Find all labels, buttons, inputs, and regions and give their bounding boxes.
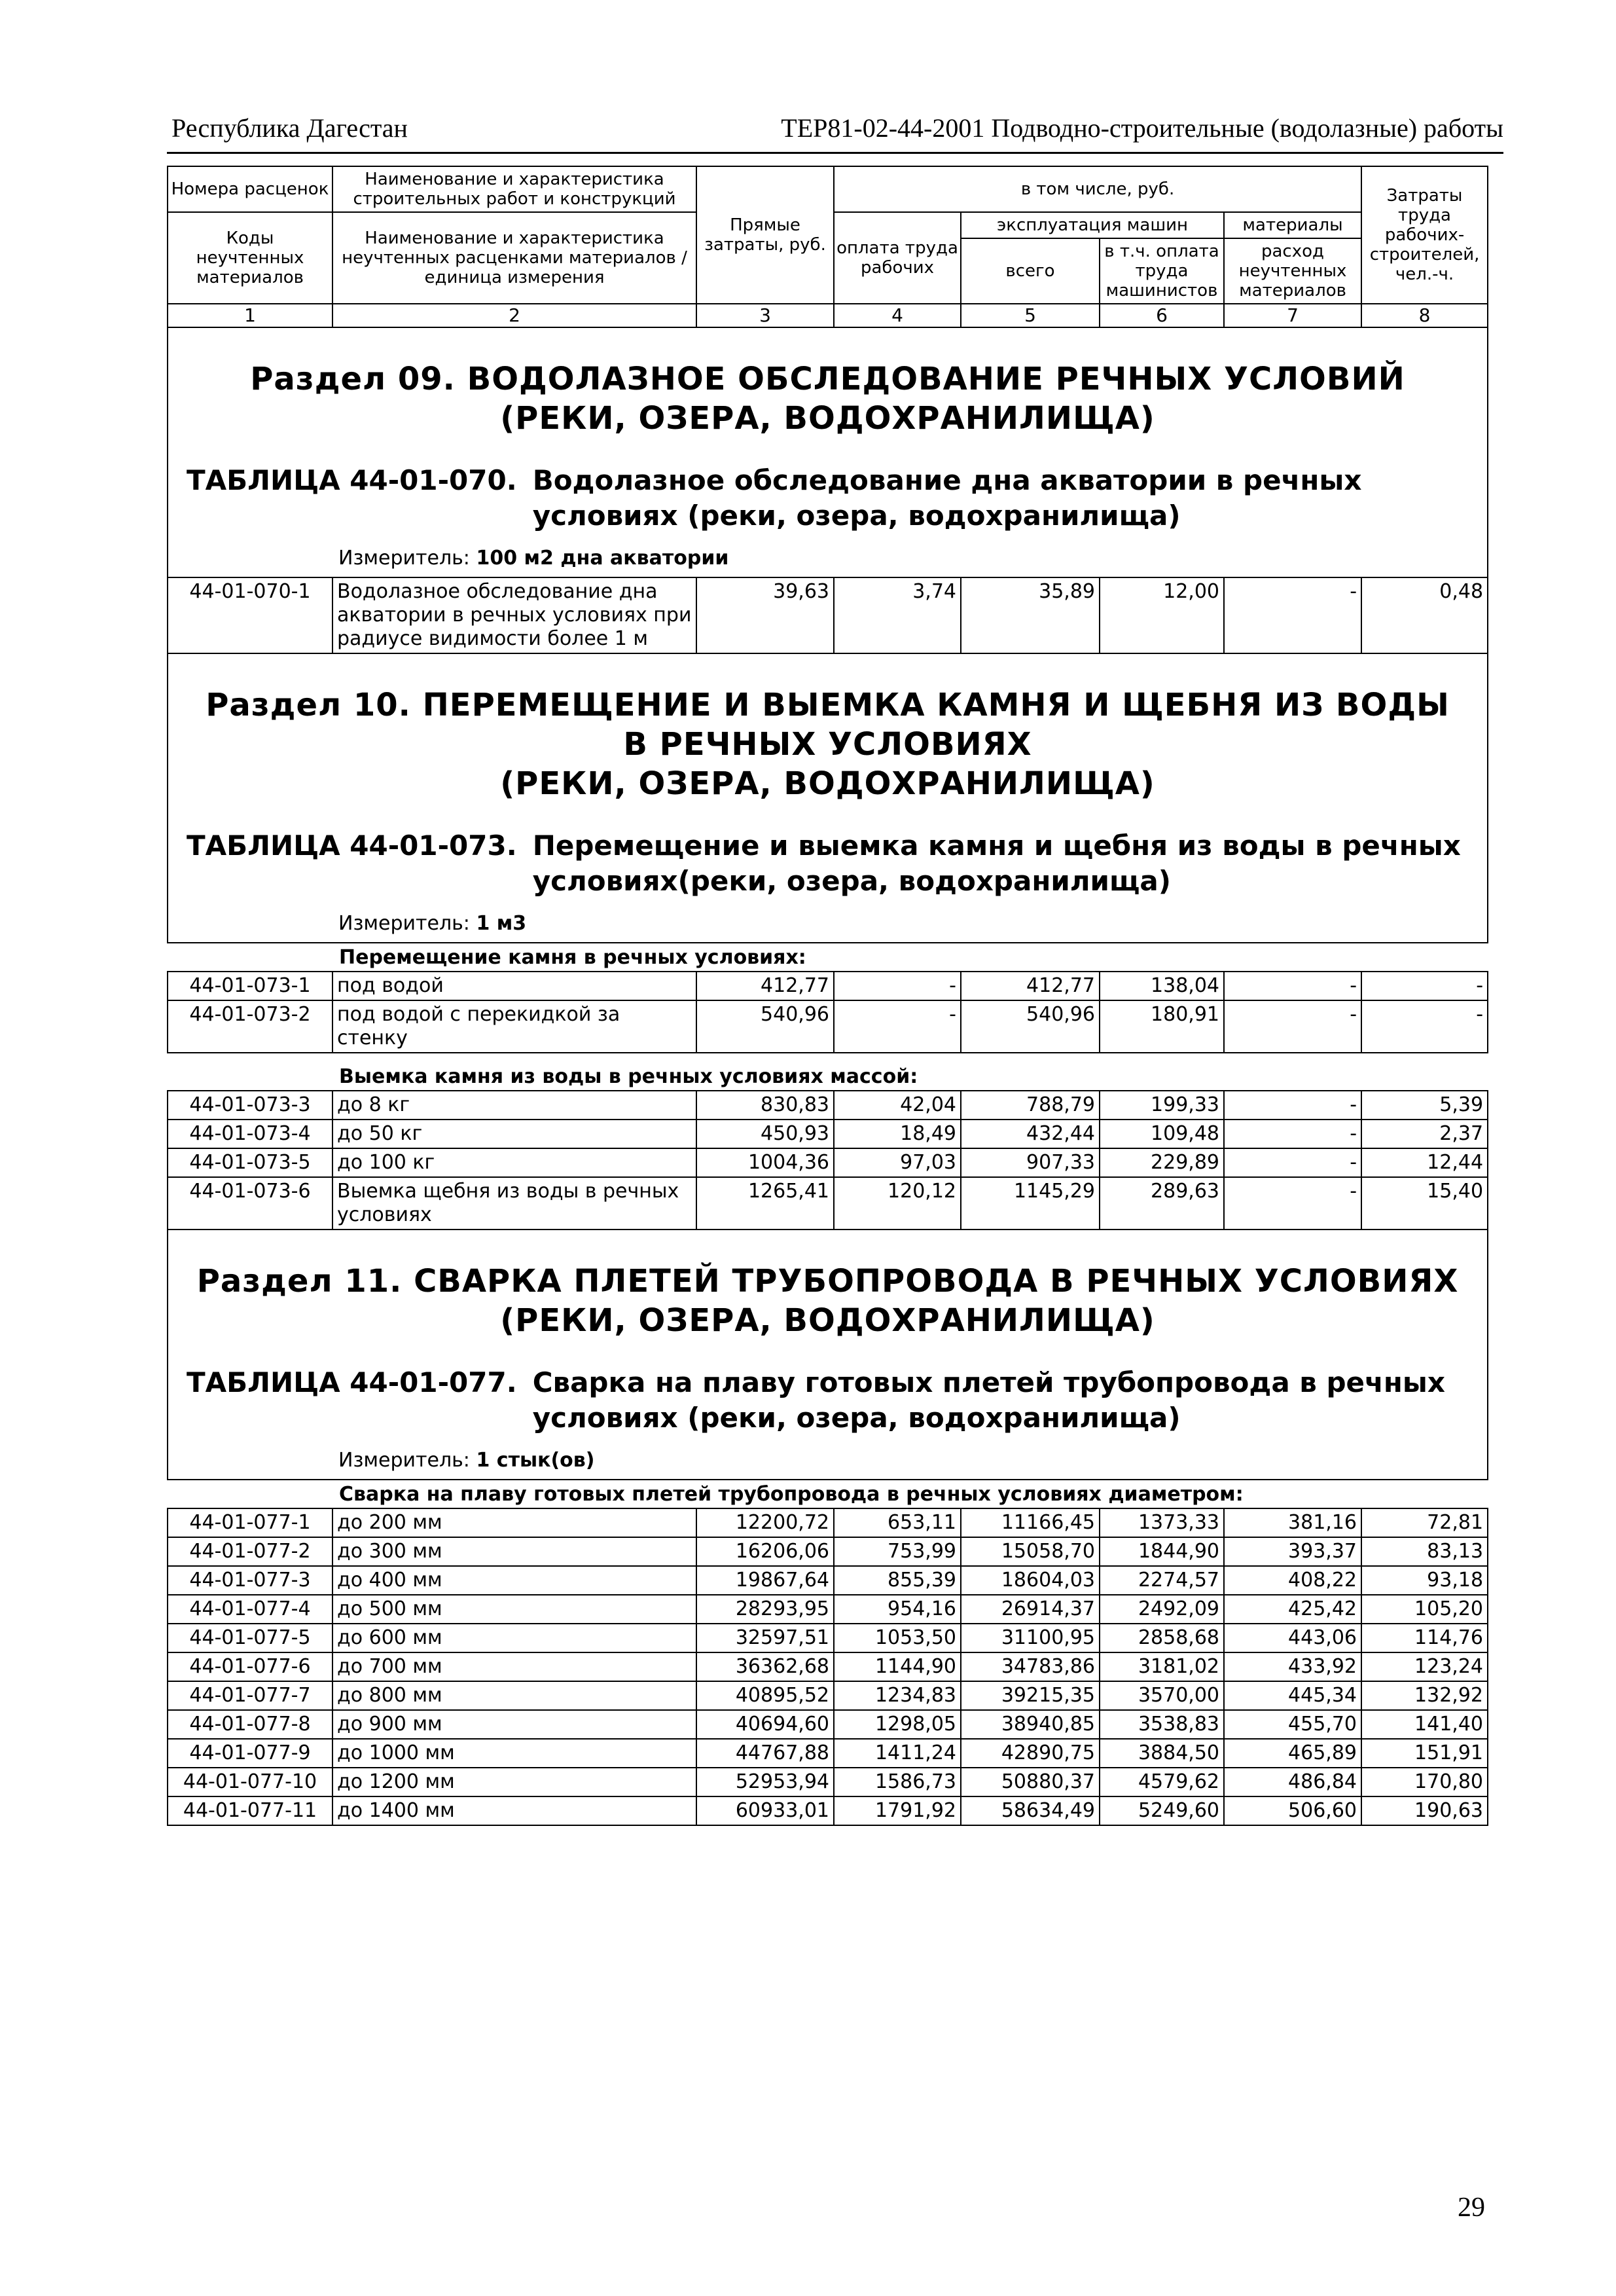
- incl-header: в том числе, руб.: [834, 166, 1361, 212]
- col1-header-bottom: Коды неучтенных материалов: [168, 212, 332, 304]
- col3-header: Прямые затраты, руб.: [696, 166, 834, 304]
- rate-code: 44-01-073-1: [168, 972, 332, 1000]
- materials: 486,84: [1224, 1768, 1361, 1796]
- rate-name: до 200 мм: [332, 1508, 696, 1537]
- meter-label: Измеритель:: [338, 912, 470, 935]
- section-title: [168, 654, 1487, 803]
- labor-hours: 170,80: [1361, 1768, 1488, 1796]
- direct-costs: 28293,95: [696, 1595, 834, 1624]
- machinists-pay: 3884,50: [1100, 1739, 1224, 1768]
- rate-name: до 8 кг: [332, 1091, 696, 1120]
- direct-costs: 1265,41: [696, 1177, 834, 1230]
- materials: -: [1224, 972, 1361, 1000]
- labor-hours: 15,40: [1361, 1177, 1488, 1230]
- machinists-pay: 2858,68: [1100, 1624, 1224, 1652]
- table-row: [168, 1768, 1488, 1796]
- meter-label: Измеритель:: [338, 1449, 470, 1472]
- materials: -: [1224, 1120, 1361, 1148]
- machinists-pay: 199,33: [1100, 1091, 1224, 1120]
- materials: 433,92: [1224, 1652, 1361, 1681]
- section-title-line: Раздел 11. СВАРКА ПЛЕТЕЙ ТРУБОПРОВОДА В РЕЧНЫХ УСЛОВИЯХ: [196, 1263, 1459, 1300]
- labor-hours: 93,18: [1361, 1566, 1488, 1595]
- labor-hours: 132,92: [1361, 1681, 1488, 1710]
- labor-hours: 0,48: [1361, 577, 1488, 653]
- table-row: [168, 1739, 1488, 1768]
- labor-pay: 97,03: [834, 1148, 961, 1177]
- labor-pay: 3,74: [834, 577, 961, 653]
- price-table-sheet: [167, 166, 1487, 1826]
- labor-pay: 954,16: [834, 1595, 961, 1624]
- machines-total: 34783,86: [961, 1652, 1100, 1681]
- labor-hours: 114,76: [1361, 1624, 1488, 1652]
- direct-costs: 540,96: [696, 1000, 834, 1053]
- labor-pay: 18,49: [834, 1120, 961, 1148]
- meter-value: 1 стык(ов): [476, 1449, 595, 1472]
- direct-costs: 32597,51: [696, 1624, 834, 1652]
- table-number: ТАБЛИЦА 44-01-077.: [187, 1366, 517, 1398]
- rate-name: под водой: [332, 972, 696, 1000]
- table-row: [168, 577, 1488, 653]
- rate-name: до 700 мм: [332, 1652, 696, 1681]
- rate-code: 44-01-073-5: [168, 1148, 332, 1177]
- labor-pay: 1586,73: [834, 1768, 961, 1796]
- direct-costs: 36362,68: [696, 1652, 834, 1681]
- labor-hours: 72,81: [1361, 1508, 1488, 1537]
- labor-hours: 123,24: [1361, 1652, 1488, 1681]
- unit-of-measure: [168, 899, 1487, 942]
- machines-total: 540,96: [961, 1000, 1100, 1053]
- rate-name: до 1400 мм: [332, 1796, 696, 1825]
- column-number: 1: [168, 304, 332, 327]
- rate-name: под водой с перекидкой за стенку: [332, 1000, 696, 1053]
- direct-costs: 450,93: [696, 1120, 834, 1148]
- machines-total: 432,44: [961, 1120, 1100, 1148]
- rate-code: 44-01-077-6: [168, 1652, 332, 1681]
- materials: -: [1224, 1177, 1361, 1230]
- table-number: ТАБЛИЦА 44-01-073.: [187, 829, 517, 862]
- direct-costs: 830,83: [696, 1091, 834, 1120]
- materials: 425,42: [1224, 1595, 1361, 1624]
- machinists-pay: 138,04: [1100, 972, 1224, 1000]
- direct-costs: 60933,01: [696, 1796, 834, 1825]
- labor-pay: 1411,24: [834, 1739, 961, 1768]
- header-region: Республика Дагестан: [171, 113, 408, 143]
- materials-header: материалы: [1224, 212, 1361, 238]
- unit-of-measure: [168, 1436, 1487, 1479]
- table-row: [168, 1120, 1488, 1148]
- materials: -: [1224, 1000, 1361, 1053]
- labor-hours: 5,39: [1361, 1091, 1488, 1120]
- labor-hours: 12,44: [1361, 1148, 1488, 1177]
- materials: -: [1224, 577, 1361, 653]
- machinists-pay: 3538,83: [1100, 1710, 1224, 1739]
- table-name: Перемещение и выемка камня и щебня из воды в речных условиях(реки, озера, водохранилища): [532, 829, 1461, 897]
- rate-name: до 500 мм: [332, 1595, 696, 1624]
- direct-costs: 1004,36: [696, 1148, 834, 1177]
- labor-pay: 753,99: [834, 1537, 961, 1566]
- machines-total: 31100,95: [961, 1624, 1100, 1652]
- rate-name: до 1200 мм: [332, 1768, 696, 1796]
- labor-pay: -: [834, 972, 961, 1000]
- table-header: [168, 166, 1488, 327]
- direct-costs: 39,63: [696, 577, 834, 653]
- table-row: [168, 1595, 1488, 1624]
- machinists-pay: 3570,00: [1100, 1681, 1224, 1710]
- materials: 443,06: [1224, 1624, 1361, 1652]
- rate-name: до 1000 мм: [332, 1739, 696, 1768]
- rate-code: 44-01-077-1: [168, 1508, 332, 1537]
- table-row: [168, 972, 1488, 1000]
- table-name: Сварка на плаву готовых плетей трубопровода в речных условиях (реки, озера, водохранилища): [532, 1366, 1445, 1434]
- rate-name: до 50 кг: [332, 1120, 696, 1148]
- rate-code: 44-01-077-11: [168, 1796, 332, 1825]
- section-title-line: (РЕКИ, ОЗЕРА, ВОДОХРАНИЛИЩА): [500, 1302, 1155, 1339]
- machinists-pay: 229,89: [1100, 1148, 1224, 1177]
- row-group-heading: Перемещение камня в речных условиях:: [168, 943, 1488, 972]
- machines-total: 39215,35: [961, 1681, 1100, 1710]
- table-name: Водолазное обследование дна акватории в речных условиях (реки, озера, водохранилища): [532, 464, 1362, 532]
- machinists-pay: 12,00: [1100, 577, 1224, 653]
- column-number: 6: [1100, 304, 1224, 327]
- column-number: 5: [961, 304, 1100, 327]
- machinists-pay: 180,91: [1100, 1000, 1224, 1053]
- table-row: [168, 1091, 1488, 1120]
- machinists-pay: 289,63: [1100, 1177, 1224, 1230]
- col6-header: в т.ч. оплата труда машинистов: [1100, 238, 1224, 304]
- labor-pay: 42,04: [834, 1091, 961, 1120]
- rate-name: до 600 мм: [332, 1624, 696, 1652]
- table-row: [168, 1652, 1488, 1681]
- materials: 445,34: [1224, 1681, 1361, 1710]
- section-title-line: Раздел 10. ПЕРЕМЕЩЕНИЕ И ВЫЕМКА КАМНЯ И ЩЕБНЯ ИЗ ВОДЫ: [206, 687, 1450, 723]
- column-number: 3: [696, 304, 834, 327]
- machines-total: 412,77: [961, 972, 1100, 1000]
- rate-code: 44-01-077-2: [168, 1537, 332, 1566]
- rate-name: Выемка щебня из воды в речных условиях: [332, 1177, 696, 1230]
- machinists-pay: 4579,62: [1100, 1768, 1224, 1796]
- labor-hours: 2,37: [1361, 1120, 1488, 1148]
- column-number: 7: [1224, 304, 1361, 327]
- section-title-line: (РЕКИ, ОЗЕРА, ВОДОХРАНИЛИЩА): [500, 400, 1155, 437]
- rate-code: 44-01-077-7: [168, 1681, 332, 1710]
- table-row: [168, 1000, 1488, 1053]
- labor-pay: 1234,83: [834, 1681, 961, 1710]
- meter-label: Измеритель:: [338, 547, 470, 570]
- labor-pay: 653,11: [834, 1508, 961, 1537]
- machinists-pay: 5249,60: [1100, 1796, 1224, 1825]
- labor-pay: 120,12: [834, 1177, 961, 1230]
- machinists-pay: 109,48: [1100, 1120, 1224, 1148]
- rate-code: 44-01-077-9: [168, 1739, 332, 1768]
- labor-hours: 105,20: [1361, 1595, 1488, 1624]
- materials: 465,89: [1224, 1739, 1361, 1768]
- direct-costs: 412,77: [696, 972, 834, 1000]
- rate-code: 44-01-070-1: [168, 577, 332, 653]
- column-number: 2: [332, 304, 696, 327]
- section-title-line: В РЕЧНЫХ УСЛОВИЯХ: [623, 726, 1032, 763]
- materials: 408,22: [1224, 1566, 1361, 1595]
- table-title: [168, 438, 1487, 534]
- direct-costs: 52953,94: [696, 1768, 834, 1796]
- row-group-heading: Выемка камня из воды в речных условиях массой:: [168, 1053, 1488, 1091]
- section-10: [168, 653, 1488, 1230]
- rate-name: до 900 мм: [332, 1710, 696, 1739]
- machines-total: 907,33: [961, 1148, 1100, 1177]
- page-number: 29: [1458, 2193, 1485, 2223]
- rate-code: 44-01-073-3: [168, 1091, 332, 1120]
- direct-costs: 12200,72: [696, 1508, 834, 1537]
- col4-header: оплата труда рабочих: [834, 212, 961, 304]
- labor-hours: 151,91: [1361, 1739, 1488, 1768]
- labor-hours: 190,63: [1361, 1796, 1488, 1825]
- rate-code: 44-01-077-10: [168, 1768, 332, 1796]
- machines-total: 18604,03: [961, 1566, 1100, 1595]
- materials: -: [1224, 1091, 1361, 1120]
- machinists-pay: 3181,02: [1100, 1652, 1224, 1681]
- machinists-pay: 1844,90: [1100, 1537, 1224, 1566]
- table-row: [168, 1177, 1488, 1230]
- rate-name: до 800 мм: [332, 1681, 696, 1710]
- price-table: [167, 166, 1488, 1826]
- materials: 455,70: [1224, 1710, 1361, 1739]
- table-row: [168, 1566, 1488, 1595]
- section-title: [168, 328, 1487, 438]
- section-title-line: (РЕКИ, ОЗЕРА, ВОДОХРАНИЛИЩА): [500, 765, 1155, 802]
- table-row: [168, 1796, 1488, 1825]
- rate-code: 44-01-077-8: [168, 1710, 332, 1739]
- direct-costs: 40895,52: [696, 1681, 834, 1710]
- machines-total: 788,79: [961, 1091, 1100, 1120]
- table-title: [168, 803, 1487, 899]
- materials: 381,16: [1224, 1508, 1361, 1537]
- machinists-pay: 1373,33: [1100, 1508, 1224, 1537]
- machinists-pay: 2274,57: [1100, 1566, 1224, 1595]
- machines-total: 1145,29: [961, 1177, 1100, 1230]
- table-row: [168, 1681, 1488, 1710]
- rate-code: 44-01-077-3: [168, 1566, 332, 1595]
- col2-header-top: Наименование и характеристика строительных работ и конструкций: [332, 166, 696, 212]
- machines-total: 15058,70: [961, 1537, 1100, 1566]
- rate-code: 44-01-073-2: [168, 1000, 332, 1053]
- table-row: [168, 1537, 1488, 1566]
- rate-code: 44-01-073-4: [168, 1120, 332, 1148]
- col7-header: расход неучтенных материалов: [1224, 238, 1361, 304]
- unit-of-measure: [168, 534, 1487, 577]
- labor-pay: 1053,50: [834, 1624, 961, 1652]
- rate-name: до 400 мм: [332, 1566, 696, 1595]
- meter-value: 1 м3: [476, 912, 527, 935]
- materials: 393,37: [1224, 1537, 1361, 1566]
- column-number: 8: [1361, 304, 1488, 327]
- rate-code: 44-01-077-4: [168, 1595, 332, 1624]
- direct-costs: 19867,64: [696, 1566, 834, 1595]
- labor-hours: -: [1361, 972, 1488, 1000]
- table-row: [168, 1508, 1488, 1537]
- table-title: [168, 1340, 1487, 1436]
- section-title: [168, 1230, 1487, 1340]
- machinists-pay: 2492,09: [1100, 1595, 1224, 1624]
- section-11: [168, 1230, 1488, 1508]
- column-number: 4: [834, 304, 961, 327]
- col2-header-bottom: Наименование и характеристика неучтенных расценками материалов / единица измерения: [332, 212, 696, 304]
- labor-pay: 1791,92: [834, 1796, 961, 1825]
- table-044-01-077-rows: [168, 1508, 1488, 1825]
- column-numbers-row: [168, 304, 1488, 327]
- table-number: ТАБЛИЦА 44-01-070.: [187, 464, 517, 496]
- machines-total: 26914,37: [961, 1595, 1100, 1624]
- machines-total: 38940,85: [961, 1710, 1100, 1739]
- section-09: [168, 327, 1488, 653]
- table-row: [168, 1624, 1488, 1652]
- direct-costs: 16206,06: [696, 1537, 834, 1566]
- rate-code: 44-01-077-5: [168, 1624, 332, 1652]
- labor-hours: 83,13: [1361, 1537, 1488, 1566]
- header-rule: [167, 152, 1503, 154]
- section-title-line: Раздел 09. ВОДОЛАЗНОЕ ОБСЛЕДОВАНИЕ РЕЧНЫХ УСЛОВИЙ: [250, 361, 1405, 397]
- table-row: [168, 1710, 1488, 1739]
- machines-total: 58634,49: [961, 1796, 1100, 1825]
- rate-name: до 100 кг: [332, 1148, 696, 1177]
- row-group-heading: Сварка на плаву готовых плетей трубопровода в речных условиях диаметром:: [168, 1480, 1488, 1508]
- col1-header-top: Номера расценок: [168, 166, 332, 212]
- meter-value: 100 м2 дна акватории: [476, 547, 729, 570]
- direct-costs: 44767,88: [696, 1739, 834, 1768]
- labor-hours: -: [1361, 1000, 1488, 1053]
- header-document-title: ТЕР81-02-44-2001 Подводно-строительные (водолазные) работы: [781, 113, 1503, 143]
- machines-total: 42890,75: [961, 1739, 1100, 1768]
- materials: -: [1224, 1148, 1361, 1177]
- machines-total: 50880,37: [961, 1768, 1100, 1796]
- labor-pay: 855,39: [834, 1566, 961, 1595]
- labor-pay: 1298,05: [834, 1710, 961, 1739]
- labor-hours: 141,40: [1361, 1710, 1488, 1739]
- col8-header: Затраты труда рабочих-строителей, чел.-ч.: [1361, 166, 1488, 304]
- materials: 506,60: [1224, 1796, 1361, 1825]
- rate-name: Водолазное обследование дна акватории в речных условиях при радиусе видимости более 1 м: [332, 577, 696, 653]
- labor-pay: -: [834, 1000, 961, 1053]
- labor-pay: 1144,90: [834, 1652, 961, 1681]
- direct-costs: 40694,60: [696, 1710, 834, 1739]
- col5-header: всего: [961, 238, 1100, 304]
- machines-total: 11166,45: [961, 1508, 1100, 1537]
- rate-code: 44-01-073-6: [168, 1177, 332, 1230]
- machines-total: 35,89: [961, 577, 1100, 653]
- machines-header: эксплуатация машин: [961, 212, 1224, 238]
- table-row: [168, 1148, 1488, 1177]
- rate-name: до 300 мм: [332, 1537, 696, 1566]
